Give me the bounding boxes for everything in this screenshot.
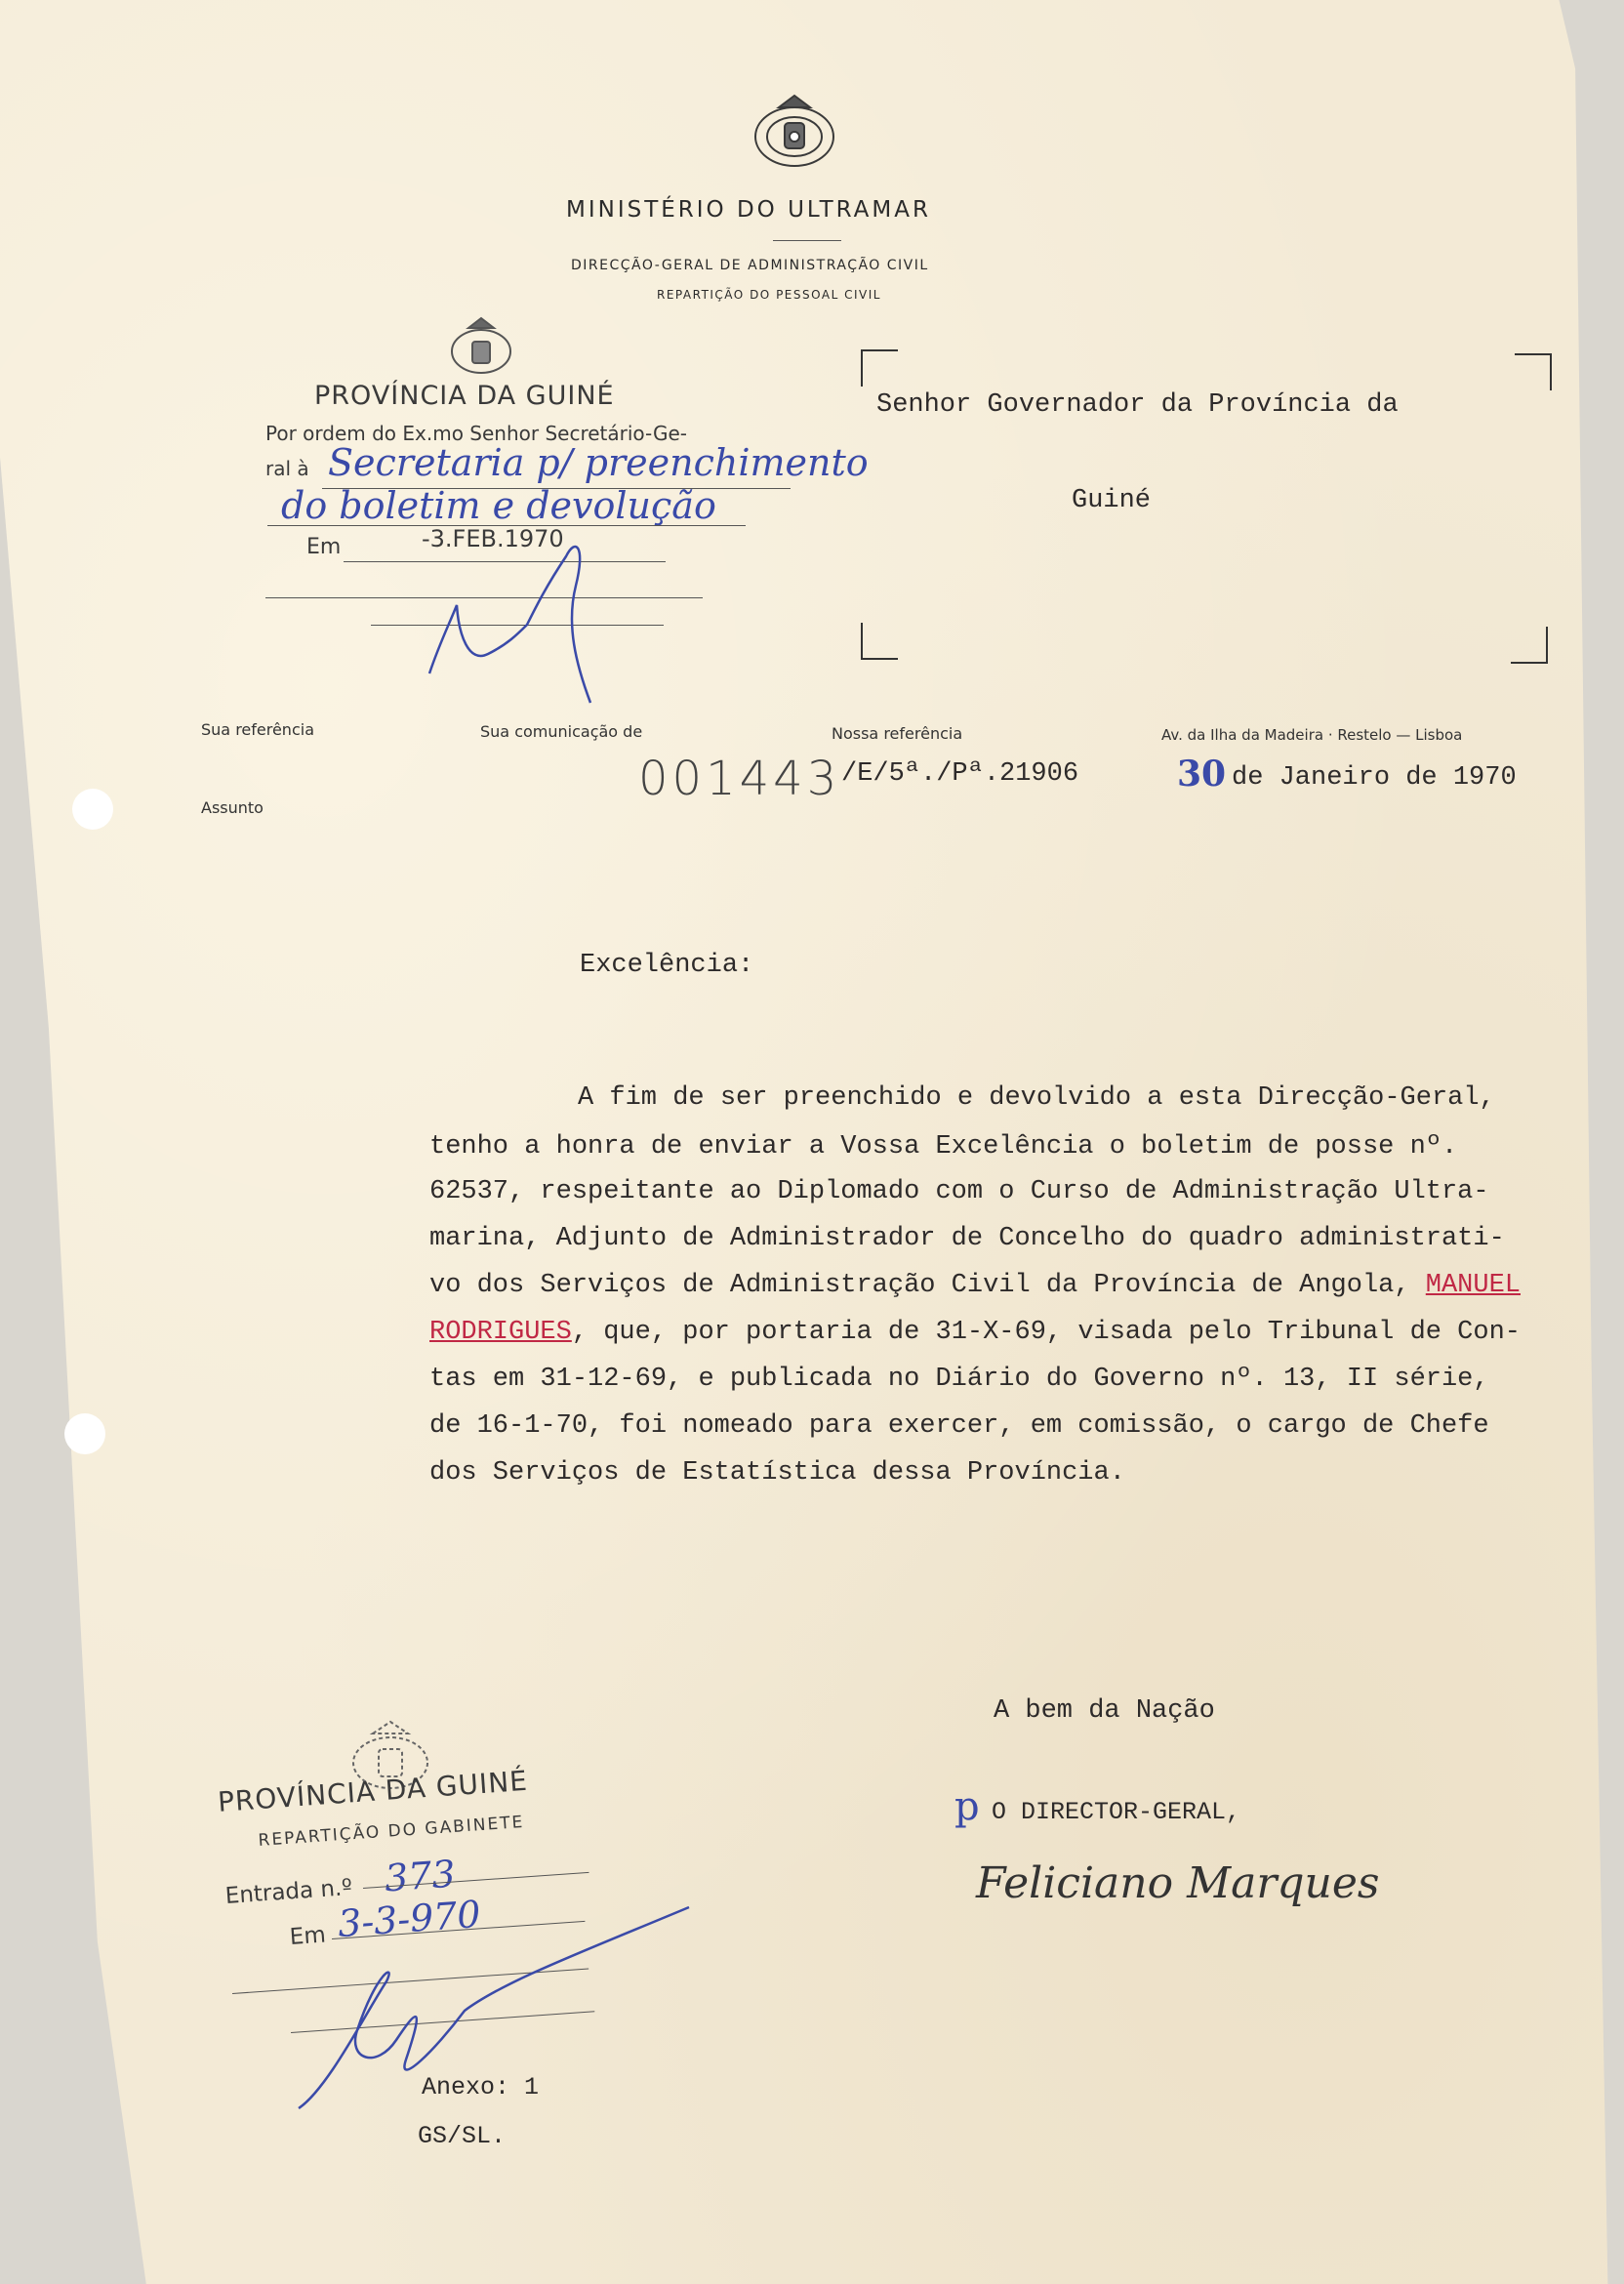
body-line-6: [429, 1318, 1521, 1347]
body-line-3: 62537, respeitante ao Diplomado com o Curso de Administração Ultra-: [429, 1177, 1489, 1206]
handwritten-line2: do boletim e devolução: [281, 484, 716, 527]
name-last: RODRIGUES: [429, 1318, 572, 1347]
direction-title: DIRECÇÃO-GERAL DE ADMINISTRAÇÃO CIVIL: [571, 258, 929, 273]
body-line-1: A fim de ser preenchido e devolvido a esta Direcção-Geral,: [578, 1083, 1495, 1113]
salutation: Excelência:: [580, 951, 754, 980]
body-line-5: [429, 1271, 1521, 1300]
bottom-stamp-province: PROVÍNCIA DA GUINÉ: [217, 1764, 529, 1818]
date-day: 30: [1177, 754, 1227, 795]
header-divider: [773, 240, 841, 241]
label-nossa-referencia: Nossa referência: [832, 724, 963, 743]
punch-hole-top: [72, 789, 113, 830]
coat-of-arms-icon: [750, 90, 839, 178]
initials: GS/SL.: [418, 2122, 507, 2150]
doc-number: 001443: [638, 752, 841, 806]
em-value: 3-3-970: [336, 1892, 482, 1946]
stamp-province: PROVÍNCIA DA GUINÉ: [314, 381, 615, 411]
addressee-line2: Guiné: [1072, 486, 1152, 515]
body-line-4: marina, Adjunto de Administrador de Concelho do quadro administrati-: [429, 1224, 1505, 1253]
addressee-line1: Senhor Governador da Província da: [876, 390, 1399, 420]
department-title: REPARTIÇÃO DO PESSOAL CIVIL: [657, 288, 881, 302]
label-assunto: Assunto: [201, 798, 264, 817]
body-line-7: tas em 31-12-69, e publicada no Diário do Governo nº. 13, II série,: [429, 1365, 1489, 1394]
em-label: Em: [289, 1922, 327, 1950]
signature-mark: [420, 527, 615, 713]
stamp-order-line1: Por ordem do Ex.mo Senhor Secretário-Ge-: [265, 422, 688, 445]
stamp-date: -3.FEB.1970: [422, 525, 564, 552]
stamp-date-prefix: Em: [306, 535, 342, 559]
entrada-label: Entrada n.º: [224, 1874, 353, 1909]
entrada-value: 373: [383, 1852, 457, 1900]
body-line-9: dos Serviços de Estatística dessa Província.: [429, 1458, 1125, 1488]
body-line-8: de 16-1-70, foi nomeado para exercer, em comissão, o cargo de Chefe: [429, 1411, 1489, 1441]
punch-hole-bottom: [64, 1413, 105, 1454]
stamp-order-line2: ral à: [265, 457, 309, 480]
address-corner-br: [1511, 627, 1548, 664]
body-line-6-text: , que, por portaria de 31-X-69, visada pelo Tribunal de Con-: [571, 1318, 1521, 1347]
date-rest: de Janeiro de 1970: [1232, 763, 1517, 793]
label-sua-referencia: Sua referência: [201, 720, 314, 739]
per-mark: p: [954, 1784, 980, 1829]
closing: A bem da Nação: [994, 1696, 1215, 1726]
address-corner-tl: [861, 349, 898, 387]
stamp-crest-icon: [447, 314, 515, 379]
handwritten-line1: Secretaria p/ preenchimento: [328, 441, 869, 484]
signatory: O DIRECTOR-GERAL,: [992, 1798, 1241, 1826]
label-sua-comunicacao: Sua comunicação de: [480, 722, 643, 741]
bottom-stamp-department: REPARTIÇÃO DO GABINETE: [258, 1812, 525, 1851]
ministry-title: MINISTÉRIO DO ULTRAMAR: [566, 197, 931, 223]
label-address: Av. da Ilha da Madeira · Restelo — Lisboa: [1161, 726, 1463, 744]
annex: Anexo: 1: [422, 2073, 540, 2101]
address-corner-tr: [1515, 353, 1552, 390]
director-signature: Feliciano Marques: [976, 1858, 1380, 1908]
body-line-5-text: vo dos Serviços de Administração Civil da Província de Angola,: [429, 1271, 1410, 1300]
body-line-2: tenho a honra de enviar a Vossa Excelência o boletim de posse nº.: [429, 1132, 1458, 1162]
nossa-referencia-value: /E/5ª./Pª.21906: [841, 759, 1079, 789]
name-first: MANUEL: [1425, 1271, 1521, 1300]
address-corner-bl: [861, 623, 898, 660]
